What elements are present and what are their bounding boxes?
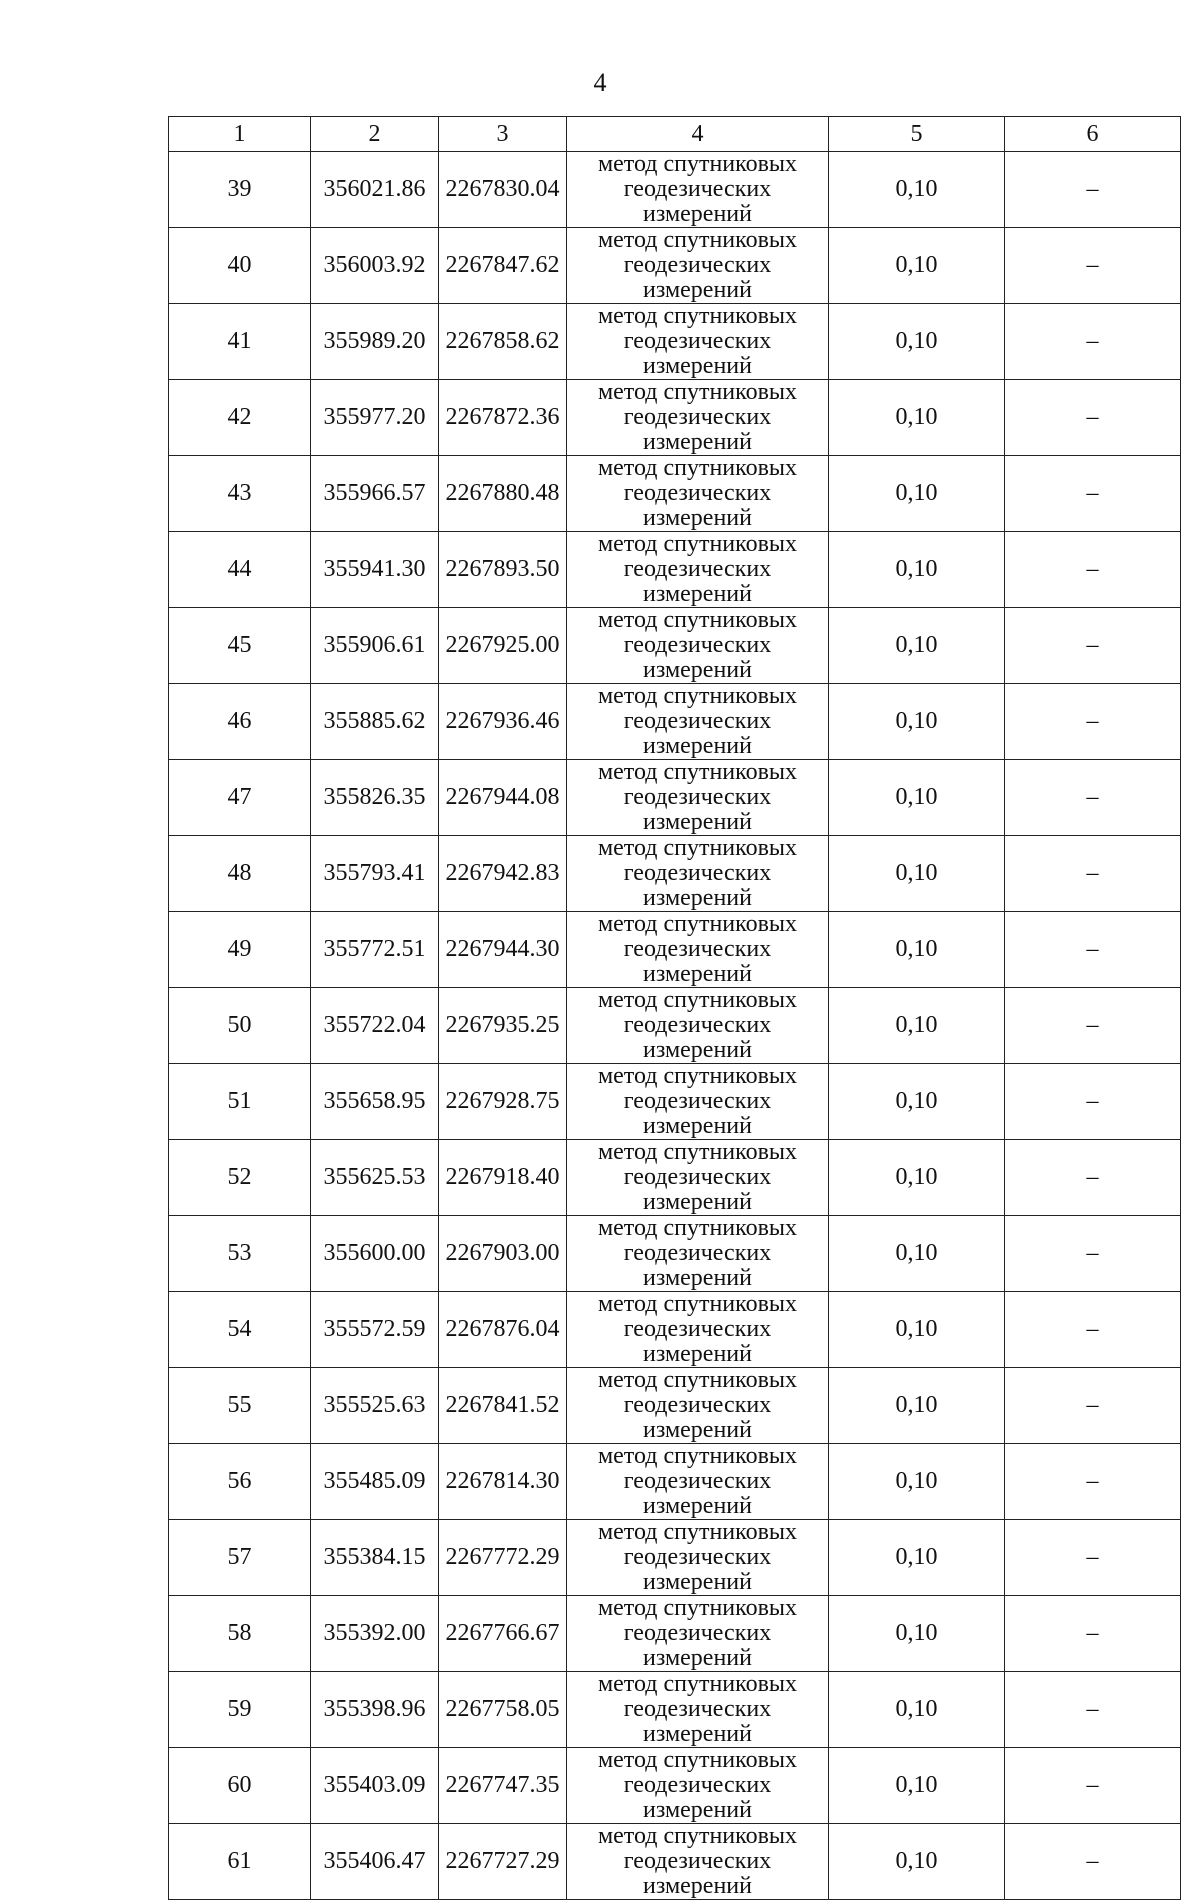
y-coordinate-cell: 2267893.50: [439, 532, 567, 608]
method-line: геодезических измерений: [623, 1012, 772, 1063]
table-row: [169, 912, 1181, 988]
method-line: геодезических измерений: [623, 860, 772, 911]
accuracy-cell: 0,10: [829, 684, 1005, 760]
accuracy-cell: 0,10: [829, 912, 1005, 988]
table-row: [169, 1216, 1181, 1292]
x-coordinate-cell: 356021.86: [311, 152, 439, 228]
method-line: метод спутниковых: [597, 379, 798, 405]
table-row: [169, 760, 1181, 836]
method-line: метод спутниковых: [597, 911, 798, 937]
note-cell: –: [1005, 532, 1181, 608]
method-line: метод спутниковых: [597, 531, 798, 557]
table-row: [169, 1672, 1181, 1748]
method-line: метод спутниковых: [597, 1215, 798, 1241]
point-number-cell: 61: [169, 1824, 311, 1900]
x-coordinate-cell: 355941.30: [311, 532, 439, 608]
note-cell: –: [1005, 152, 1181, 228]
note-cell: –: [1005, 684, 1181, 760]
method-line: геодезических измерений: [623, 176, 772, 227]
method-cell: [567, 1824, 829, 1900]
method-line: метод спутниковых: [597, 1367, 798, 1393]
method-cell: [567, 1672, 829, 1748]
method-cell: [567, 1368, 829, 1444]
point-number-cell: 57: [169, 1520, 311, 1596]
method-line: геодезических измерений: [623, 328, 772, 379]
table-row: [169, 1520, 1181, 1596]
accuracy-cell: 0,10: [829, 608, 1005, 684]
accuracy-cell: 0,10: [829, 380, 1005, 456]
accuracy-cell: 0,10: [829, 1824, 1005, 1900]
method-line: геодезических измерений: [623, 784, 772, 835]
method-cell: [567, 1140, 829, 1216]
method-line: геодезических измерений: [623, 1848, 772, 1899]
method-cell: [567, 152, 829, 228]
y-coordinate-cell: 2267880.48: [439, 456, 567, 532]
method-line: геодезических измерений: [623, 404, 772, 455]
y-coordinate-cell: 2267758.05: [439, 1672, 567, 1748]
y-coordinate-cell: 2267928.75: [439, 1064, 567, 1140]
method-line: метод спутниковых: [597, 1671, 798, 1697]
y-coordinate-cell: 2267935.25: [439, 988, 567, 1064]
method-line: геодезических измерений: [623, 1088, 772, 1139]
y-coordinate-cell: 2267727.29: [439, 1824, 567, 1900]
x-coordinate-cell: 355485.09: [311, 1444, 439, 1520]
note-cell: –: [1005, 1140, 1181, 1216]
table-row: [169, 532, 1181, 608]
point-number-cell: 44: [169, 532, 311, 608]
y-coordinate-cell: 2267766.67: [439, 1596, 567, 1672]
method-cell: [567, 836, 829, 912]
page-number: 4: [593, 68, 607, 97]
note-cell: –: [1005, 1748, 1181, 1824]
y-coordinate-cell: 2267936.46: [439, 684, 567, 760]
method-line: метод спутниковых: [597, 835, 798, 861]
method-line: метод спутниковых: [597, 607, 798, 633]
y-coordinate-cell: 2267847.62: [439, 228, 567, 304]
method-cell: [567, 1292, 829, 1368]
table-row: [169, 1368, 1181, 1444]
note-cell: –: [1005, 456, 1181, 532]
accuracy-cell: 0,10: [829, 1672, 1005, 1748]
table-header-row: [169, 117, 1181, 152]
y-coordinate-cell: 2267944.30: [439, 912, 567, 988]
column-header: 2: [311, 117, 439, 152]
method-line: геодезических измерений: [623, 632, 772, 683]
accuracy-cell: 0,10: [829, 760, 1005, 836]
point-number-cell: 56: [169, 1444, 311, 1520]
table-row: [169, 380, 1181, 456]
y-coordinate-cell: 2267830.04: [439, 152, 567, 228]
method-line: метод спутниковых: [597, 759, 798, 785]
note-cell: –: [1005, 608, 1181, 684]
table-row: [169, 456, 1181, 532]
x-coordinate-cell: 355403.09: [311, 1748, 439, 1824]
y-coordinate-cell: 2267858.62: [439, 304, 567, 380]
x-coordinate-cell: 355658.95: [311, 1064, 439, 1140]
table-row: [169, 684, 1181, 760]
x-coordinate-cell: 355600.00: [311, 1216, 439, 1292]
note-cell: –: [1005, 1064, 1181, 1140]
note-cell: –: [1005, 304, 1181, 380]
method-cell: [567, 1596, 829, 1672]
x-coordinate-cell: 355572.59: [311, 1292, 439, 1368]
x-coordinate-cell: 356003.92: [311, 228, 439, 304]
y-coordinate-cell: 2267872.36: [439, 380, 567, 456]
x-coordinate-cell: 355885.62: [311, 684, 439, 760]
table-row: [169, 1292, 1181, 1368]
coordinates-table: [168, 116, 1181, 1900]
x-coordinate-cell: 355906.61: [311, 608, 439, 684]
point-number-cell: 48: [169, 836, 311, 912]
method-cell: [567, 532, 829, 608]
x-coordinate-cell: 355793.41: [311, 836, 439, 912]
accuracy-cell: 0,10: [829, 1064, 1005, 1140]
note-cell: –: [1005, 1216, 1181, 1292]
accuracy-cell: 0,10: [829, 988, 1005, 1064]
x-coordinate-cell: 355525.63: [311, 1368, 439, 1444]
table-row: [169, 1444, 1181, 1520]
x-coordinate-cell: 355392.00: [311, 1596, 439, 1672]
y-coordinate-cell: 2267772.29: [439, 1520, 567, 1596]
x-coordinate-cell: 355625.53: [311, 1140, 439, 1216]
point-number-cell: 41: [169, 304, 311, 380]
method-line: метод спутниковых: [597, 227, 798, 253]
y-coordinate-cell: 2267814.30: [439, 1444, 567, 1520]
column-header: 3: [439, 117, 567, 152]
point-number-cell: 50: [169, 988, 311, 1064]
accuracy-cell: 0,10: [829, 1368, 1005, 1444]
column-header: 4: [567, 117, 829, 152]
method-line: метод спутниковых: [597, 1063, 798, 1089]
note-cell: –: [1005, 1444, 1181, 1520]
accuracy-cell: 0,10: [829, 304, 1005, 380]
note-cell: –: [1005, 228, 1181, 304]
y-coordinate-cell: 2267944.08: [439, 760, 567, 836]
y-coordinate-cell: 2267942.83: [439, 836, 567, 912]
table-row: [169, 228, 1181, 304]
accuracy-cell: 0,10: [829, 456, 1005, 532]
method-line: геодезических измерений: [623, 1392, 772, 1443]
accuracy-cell: 0,10: [829, 836, 1005, 912]
point-number-cell: 49: [169, 912, 311, 988]
table-row: [169, 1140, 1181, 1216]
y-coordinate-cell: 2267918.40: [439, 1140, 567, 1216]
method-line: метод спутниковых: [597, 1823, 798, 1849]
method-line: метод спутниковых: [597, 1747, 798, 1773]
method-cell: [567, 1064, 829, 1140]
method-line: геодезических измерений: [623, 1468, 772, 1519]
x-coordinate-cell: 355722.04: [311, 988, 439, 1064]
note-cell: –: [1005, 1824, 1181, 1900]
table-row: [169, 152, 1181, 228]
note-cell: –: [1005, 1596, 1181, 1672]
table-row: [169, 608, 1181, 684]
accuracy-cell: 0,10: [829, 1292, 1005, 1368]
method-line: метод спутниковых: [597, 455, 798, 481]
method-cell: [567, 608, 829, 684]
method-cell: [567, 456, 829, 532]
column-header: 1: [169, 117, 311, 152]
method-cell: [567, 1520, 829, 1596]
method-line: геодезических измерений: [623, 1620, 772, 1671]
point-number-cell: 42: [169, 380, 311, 456]
y-coordinate-cell: 2267876.04: [439, 1292, 567, 1368]
x-coordinate-cell: 355384.15: [311, 1520, 439, 1596]
method-cell: [567, 1748, 829, 1824]
note-cell: –: [1005, 1368, 1181, 1444]
method-cell: [567, 1216, 829, 1292]
point-number-cell: 43: [169, 456, 311, 532]
point-number-cell: 45: [169, 608, 311, 684]
method-line: метод спутниковых: [597, 1595, 798, 1621]
method-cell: [567, 912, 829, 988]
table-row: [169, 1596, 1181, 1672]
point-number-cell: 55: [169, 1368, 311, 1444]
method-line: метод спутниковых: [597, 151, 798, 177]
method-line: геодезических измерений: [623, 1544, 772, 1595]
point-number-cell: 46: [169, 684, 311, 760]
method-cell: [567, 228, 829, 304]
method-line: геодезических измерений: [623, 1696, 772, 1747]
method-line: метод спутниковых: [597, 1139, 798, 1165]
note-cell: –: [1005, 1292, 1181, 1368]
x-coordinate-cell: 355966.57: [311, 456, 439, 532]
method-line: метод спутниковых: [597, 683, 798, 709]
method-cell: [567, 684, 829, 760]
table-body: [169, 152, 1181, 1900]
note-cell: –: [1005, 912, 1181, 988]
note-cell: –: [1005, 760, 1181, 836]
note-cell: –: [1005, 1672, 1181, 1748]
point-number-cell: 54: [169, 1292, 311, 1368]
method-line: геодезических измерений: [623, 556, 772, 607]
accuracy-cell: 0,10: [829, 1596, 1005, 1672]
note-cell: –: [1005, 836, 1181, 912]
point-number-cell: 52: [169, 1140, 311, 1216]
table-row: [169, 304, 1181, 380]
note-cell: –: [1005, 988, 1181, 1064]
note-cell: –: [1005, 380, 1181, 456]
point-number-cell: 60: [169, 1748, 311, 1824]
accuracy-cell: 0,10: [829, 1216, 1005, 1292]
accuracy-cell: 0,10: [829, 152, 1005, 228]
table-row: [169, 1824, 1181, 1900]
method-line: геодезических измерений: [623, 1164, 772, 1215]
x-coordinate-cell: 355989.20: [311, 304, 439, 380]
accuracy-cell: 0,10: [829, 228, 1005, 304]
method-line: геодезических измерений: [623, 1240, 772, 1291]
column-header: 6: [1005, 117, 1181, 152]
x-coordinate-cell: 355826.35: [311, 760, 439, 836]
table-row: [169, 988, 1181, 1064]
method-line: метод спутниковых: [597, 987, 798, 1013]
x-coordinate-cell: 355406.47: [311, 1824, 439, 1900]
accuracy-cell: 0,10: [829, 532, 1005, 608]
method-line: геодезических измерений: [623, 480, 772, 531]
method-cell: [567, 1444, 829, 1520]
method-line: геодезических измерений: [623, 1316, 772, 1367]
accuracy-cell: 0,10: [829, 1748, 1005, 1824]
point-number-cell: 58: [169, 1596, 311, 1672]
accuracy-cell: 0,10: [829, 1520, 1005, 1596]
accuracy-cell: 0,10: [829, 1140, 1005, 1216]
table-row: [169, 1748, 1181, 1824]
point-number-cell: 59: [169, 1672, 311, 1748]
y-coordinate-cell: 2267841.52: [439, 1368, 567, 1444]
point-number-cell: 47: [169, 760, 311, 836]
point-number-cell: 51: [169, 1064, 311, 1140]
method-cell: [567, 304, 829, 380]
accuracy-cell: 0,10: [829, 1444, 1005, 1520]
table-row: [169, 836, 1181, 912]
y-coordinate-cell: 2267925.00: [439, 608, 567, 684]
method-line: метод спутниковых: [597, 303, 798, 329]
column-header: 5: [829, 117, 1005, 152]
note-cell: –: [1005, 1520, 1181, 1596]
x-coordinate-cell: 355772.51: [311, 912, 439, 988]
table-row: [169, 1064, 1181, 1140]
method-line: метод спутниковых: [597, 1443, 798, 1469]
method-line: метод спутниковых: [597, 1519, 798, 1545]
method-cell: [567, 760, 829, 836]
method-line: метод спутниковых: [597, 1291, 798, 1317]
method-cell: [567, 380, 829, 456]
point-number-cell: 39: [169, 152, 311, 228]
method-line: геодезических измерений: [623, 936, 772, 987]
method-line: геодезических измерений: [623, 1772, 772, 1823]
method-line: геодезических измерений: [623, 252, 772, 303]
point-number-cell: 40: [169, 228, 311, 304]
y-coordinate-cell: 2267903.00: [439, 1216, 567, 1292]
y-coordinate-cell: 2267747.35: [439, 1748, 567, 1824]
method-line: геодезических измерений: [623, 708, 772, 759]
point-number-cell: 53: [169, 1216, 311, 1292]
method-cell: [567, 988, 829, 1064]
x-coordinate-cell: 355977.20: [311, 380, 439, 456]
x-coordinate-cell: 355398.96: [311, 1672, 439, 1748]
